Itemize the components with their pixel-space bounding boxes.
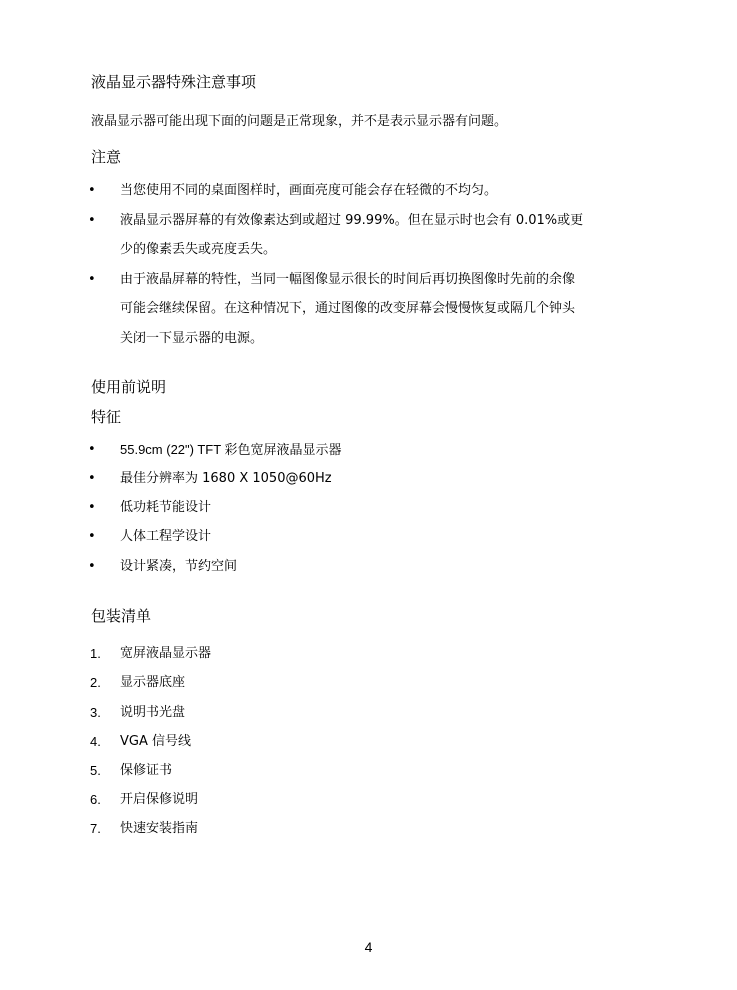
package-item-4: VGA 信号线 xyxy=(120,734,191,749)
notice-item-3-line-2: 可能会继续保留。在这种情况下，通过图像的改变屏幕会慢慢恢复或隔几个钟头 xyxy=(120,301,576,316)
page-number: 4 xyxy=(364,939,373,955)
feature-item-3: 低功耗节能设计 xyxy=(120,500,212,515)
notice-item-1-line-1: 当您使用不同的桌面图样时，画面亮度可能会存在轻微的不均匀。 xyxy=(120,183,498,198)
package-item-2: 显示器底座 xyxy=(120,675,186,690)
list-number: 3. xyxy=(90,705,101,720)
intro-paragraph: 液晶显示器可能出现下面的问题是正常现象，并不是表示显示器有问题。 xyxy=(91,114,508,129)
list-number: 2. xyxy=(90,675,101,690)
before-use-heading: 使用前说明 xyxy=(91,378,167,396)
package-item-5: 保修证书 xyxy=(120,763,173,778)
list-number: 5. xyxy=(90,763,101,778)
bullet-icon: • xyxy=(88,559,96,574)
package-item-6: 开启保修说明 xyxy=(120,792,199,807)
list-number: 4. xyxy=(90,734,101,749)
notice-item-3-line-3: 关闭一下显示器的电源。 xyxy=(120,331,264,346)
feature-item-4: 人体工程学设计 xyxy=(120,529,212,544)
bullet-icon: • xyxy=(88,183,96,198)
bullet-icon: • xyxy=(88,442,96,457)
feature-item-2: 最佳分辨率为 1680 X 1050@60Hz xyxy=(120,471,332,486)
package-heading: 包装清单 xyxy=(91,607,152,625)
package-item-3: 说明书光盘 xyxy=(120,705,186,720)
list-number: 7. xyxy=(90,821,101,836)
bullet-icon: • xyxy=(88,529,96,544)
bullet-icon: • xyxy=(88,272,96,287)
bullet-icon: • xyxy=(88,500,96,515)
bullet-icon: • xyxy=(88,471,96,486)
notice-item-2-line-1: 液晶显示器屏幕的有效像素达到或超过 99.99%。但在显示时也会有 0.01%或更 xyxy=(120,213,584,228)
notice-item-2-line-2: 少的像素丢失或亮度丢失。 xyxy=(120,242,277,257)
list-number: 6. xyxy=(90,792,101,807)
feature-item-1: 55.9cm (22") TFT 彩色宽屏液晶显示器 xyxy=(120,442,342,457)
section-title-lcd-notes: 液晶显示器特殊注意事项 xyxy=(91,73,257,91)
feature-item-5: 设计紧凑，节约空间 xyxy=(120,559,238,574)
list-number: 1. xyxy=(90,646,101,661)
features-heading: 特征 xyxy=(91,408,122,426)
package-item-7: 快速安装指南 xyxy=(120,821,199,836)
notice-heading: 注意 xyxy=(91,148,122,166)
package-item-1: 宽屏液晶显示器 xyxy=(120,646,212,661)
notice-item-3-line-1: 由于液晶屏幕的特性，当同一幅图像显示很长的时间后再切换图像时先前的余像 xyxy=(120,272,576,287)
bullet-icon: • xyxy=(88,213,96,228)
